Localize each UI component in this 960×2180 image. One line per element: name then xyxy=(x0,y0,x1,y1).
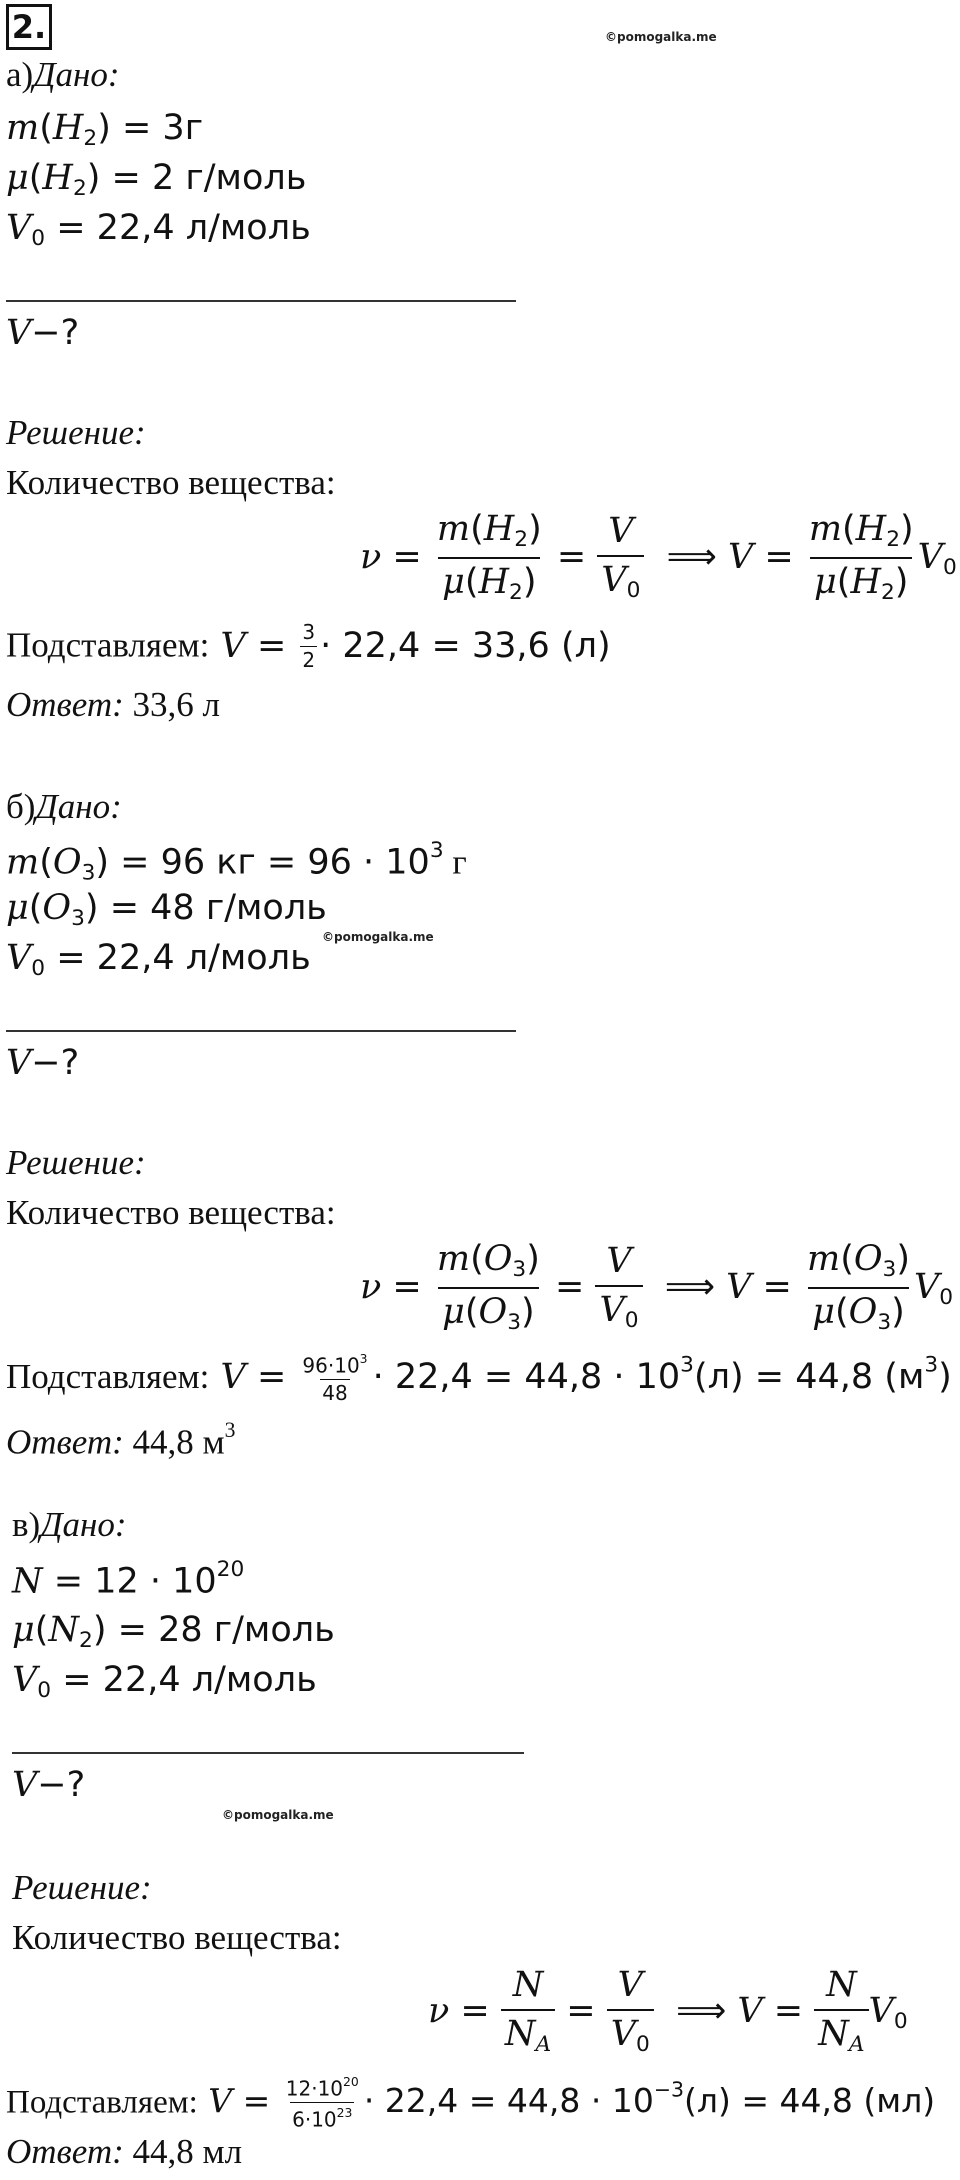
answer-a: Ответ: 33,6 л xyxy=(6,685,220,724)
formula-a: ν = $\frac{m(H_2)}{\mu(H_2)}$ = $\frac{V}{V_0}$ ⟹ V = $\frac{m(H_2)}{\mu(H_2)}$ $V_0$ xyxy=(360,509,957,605)
amount-label: Количество вещества: xyxy=(12,1918,342,1957)
formula-b: ν = $\frac{m(O_3)}{\mu(O_3)}$ = $\frac{V}{V_0}$ ⟹ V = $\frac{m(O_3)}{\mu(O_3)}$ $V_0$ xyxy=(360,1239,954,1335)
given-molar-mass-h2: $\mu(H_2) = 2$ г/моль xyxy=(6,158,307,202)
substitution-b: Подставляем: V = $\frac{96\cdot 10^3}{48}$ · $22,4 = 44,8 \cdot 10^3(л) = 44,8$ $(м^3)$ xyxy=(6,1351,952,1406)
amount-label: Количество вещества: xyxy=(6,1193,336,1232)
given-molar-mass-o3: $\mu(O_3) = 48$ г/моль xyxy=(6,888,327,932)
solution-label: Решение: xyxy=(6,1143,146,1182)
watermark: ©pomogalka.me xyxy=(322,930,434,944)
amount-label: Количество вещества: xyxy=(6,463,336,502)
solution-label: Решение: xyxy=(12,1868,152,1907)
part-c-heading: в)Дано: xyxy=(12,1505,127,1544)
problem-number: 2. xyxy=(6,4,52,50)
find-volume: V−? xyxy=(12,1765,86,1805)
find-volume: V−? xyxy=(6,313,80,353)
given-particle-count: $N = 12 \cdot 10^{20}$ xyxy=(12,1557,245,1602)
given-mass-h2: $m(H_2) = 3г$ xyxy=(6,108,204,152)
given-mass-o3: $m(O_3) = 96$ кг = $96 \cdot 10^3$ г xyxy=(6,838,467,886)
answer-c: Ответ: 44,8 мл xyxy=(6,2132,243,2171)
part-a-heading xyxy=(6,55,120,95)
divider xyxy=(6,1030,516,1032)
given-label: Дано: xyxy=(33,55,120,94)
part-b-heading: б)Дано: xyxy=(6,787,122,826)
given-molar-volume: $V_0 = 22,4$ л/моль xyxy=(6,208,311,252)
solution-label: Решение: xyxy=(6,413,146,452)
find-volume: V−? xyxy=(6,1043,80,1083)
watermark: ©pomogalka.me xyxy=(222,1808,334,1822)
part-a-label: а) xyxy=(6,55,34,94)
divider xyxy=(12,1752,524,1754)
substitution-a: Подставляем: V = $\frac{3}{2}$ · 22,4 = 33,6 (л) xyxy=(6,620,611,672)
given-molar-volume: $V_0 = 22,4$ л/моль xyxy=(12,1660,317,1704)
given-molar-mass-n2: $\mu(N_2) = 28$ г/моль xyxy=(12,1610,335,1654)
answer-b: Ответ: 44,8 $м^3$ xyxy=(6,1418,236,1462)
watermark: ©pomogalka.me xyxy=(605,30,717,44)
given-molar-volume: $V_0 = 22,4$ л/моль xyxy=(6,938,311,982)
formula-c: ν = $\frac{N}{N_A}$ = $\frac{V}{V_0}$ ⟹ V = $\frac{N}{N_A}$ $V_0$ xyxy=(428,1965,908,2058)
divider xyxy=(6,300,516,302)
substitution-c: Подставляем: V = $\frac{12\cdot 10^{20}}{6\cdot 10^{23}}$ · $22,4 = 44,8 \cdot 10^{-3}(л) = 44,8$ (мл) xyxy=(6,2074,936,2132)
